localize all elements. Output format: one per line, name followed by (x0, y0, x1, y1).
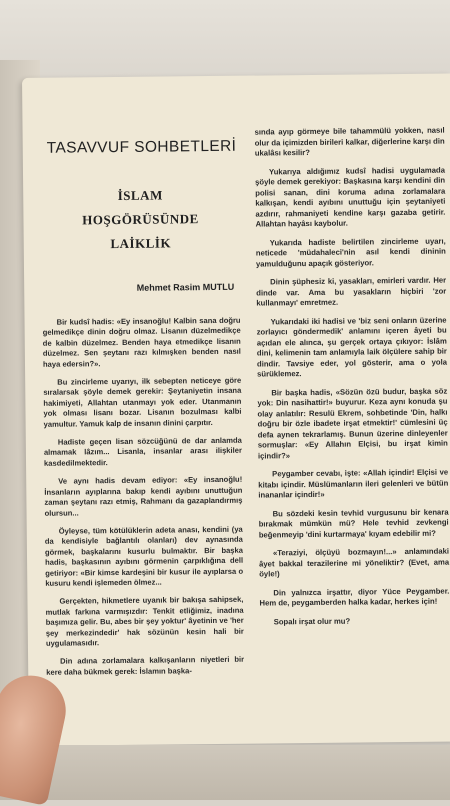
magazine-page (22, 74, 450, 746)
paragraph: Yukarıya aldığımız kudsî hadisi uygulamada şöyle demek gerekiyor: Başkasına karşı kendini din polisi sanan, dini koruma adına zorlamalara kalkışan, kendi ayıbını unuttuğu için şeytaniyeti azdırır, rahmaniyeti kendine karşı gazaba getirir. Allahtan hayâsı kaybolur. (255, 165, 446, 229)
paragraph: Din yalnızca irşattır, diyor Yüce Peygamber. Hem de, peygamberden halka kadar, herkes için! (259, 586, 450, 608)
series-title: TASAVVUF SOHBETLERİ (46, 137, 237, 157)
paragraph: Yukarıdaki iki hadisi ve 'biz seni onların üzerine zorlayıcı göndermedik' anlamını içeren âyeti bu açıdan ele alınca, şu gerçek ortaya çıkıyor: İslâm dini, kelimenin tam anlamıyla laik ölçülere sahip bir dindir. Tavsiye eder, yol gösterir, ama o yola sürüklemez. (256, 315, 448, 379)
article-title-line: LAİKLİK (110, 235, 172, 252)
paragraph: Sopalı irşat olur mu? (273, 616, 351, 626)
paragraph: sında ayıp görmeye bile tahammülü yokken, nasıl olur da içimizden birileri kalkar, diğerlerine karşı din ukalâsı kesilir? (254, 125, 445, 158)
paragraph: Bu zincirleme uyarıyı, ilk sebepten neticeye göre sıralarsak şöyle demek gerekir: Şeytaniyetin insana hakimiyeti, Allahtan utanmayı yok eder. Utanmanın yok olması lisanı bozar. Lisanın bozulması kalbi yamultur. Yamuk kalp de insanın dinini çarpıtır. (43, 375, 242, 429)
left-column (41, 138, 245, 686)
paragraph: Hadiste geçen lisan sözcüğünü de dar anlamda almamak lâzım... Lisanla, insanlar arası ilişkiler kasdedilmektedir. (43, 435, 242, 468)
paragraph: Bir kudsî hadis: «Ey insanoğlu! Kalbin sana doğru gelmedikçe dinin doğru olmaz. Lisanın düzelmedikçe de kalbin düzelmez. Benden haya etmedikçe lisanın düzelmez. Sen şeytanı razı kılmışken benden nasıl haya edersin?». (42, 315, 241, 369)
paragraph: Dinin şüphesiz ki, yasakları, emirleri vardır. Her dinde var. Ama bu yasakların hiçbiri 'zor kullanmayı' emretmez. (256, 275, 447, 308)
paragraph: Bu sözdeki kesin tevhid vurgusunu bir kenara bırakmak mümkün mü? Hele tevhid zevkengi beğenmeyip 'dini kurtarmaya' kıyam edebilir mi? (258, 507, 449, 540)
author-name: Mehmet Rasim MUTLU (136, 281, 235, 293)
article-title (41, 184, 240, 256)
paragraph: Gerçekten, hikmetlere uyanık bir bakışa sahipsek, mutlak farkına varmışızdır: Tenkit etliğimiz, inadına başımıza gelir. Bu, abes bir şey yoktur' âyetinin ve 'her şey merkezindedir' hak sözünün kesin hali bir uygulamasıdır. (45, 595, 244, 648)
paragraph: «Teraziyi, ölçüyü bozmayın!...» anlamındaki âyet bakkal terazilerine mi yöneliktir? (Evet, ama öyle!) (259, 546, 450, 579)
paragraph: Ve aynı hadis devam ediyor: «Ey insanoğlu! İnsanların ayıplarına bakıp kendi ayıbını unuttuğun zaman şeytanı razı etmiş, Rahmanı da gazaplandırmış olursun... (44, 474, 243, 518)
paragraph: Peygamber cevabı, işte: «Allah içindir! Elçisi ve kitabı içindir. Müslümanların ileri gelenleri ve bütün inananlar içindir!» (258, 467, 449, 500)
paragraph: Yukarıda hadiste belirtilen zincirleme uyarı, neticede 'müdahaleci'nin asıl kendi dininin yamulduğunu apaçık gösteriyor. (255, 236, 446, 269)
right-column (255, 126, 450, 636)
article-title-line: HOŞGÖRÜSÜNDE (82, 211, 199, 228)
article-title-line: İSLAM (117, 187, 163, 204)
paragraph: Öyleyse, tüm kötülüklerin adeta anası, kendini (ya da kendisiyle bağlantılı olanları) dev aynasında görmek, başkalarını kusurlu bulmaktır. Bir başka hadis, başkasının ayıbını görmenin çarpıklığına dell getiriyor: «Bir kimse kardeşini bir kusur ile ayıplarsa o kusuru kendi işlemeden ölmez... (44, 524, 244, 588)
paragraph: Bir başka hadis, «Sözün özü budur, başka söz yok: Din nasihattir!» buyurur. Keza aynı konuda şu olay anlatılır: Resulü Ekrem, sohbetinde 'Din, halkı doğru bir özle ibadete irşat etmektir!' cümlesini üç defa aynen tekrarlamış. Bunun üzerine dinleyenler sormuşlar: «Ey Allahın Elçisi, bu irşat kimin içindir?» (257, 386, 448, 461)
table-surface (0, 745, 450, 800)
paragraph: Din adına zorlamalara kalkışanların niyetleri bir kere daha bükmek gerek: İslamın başka- (46, 655, 245, 677)
